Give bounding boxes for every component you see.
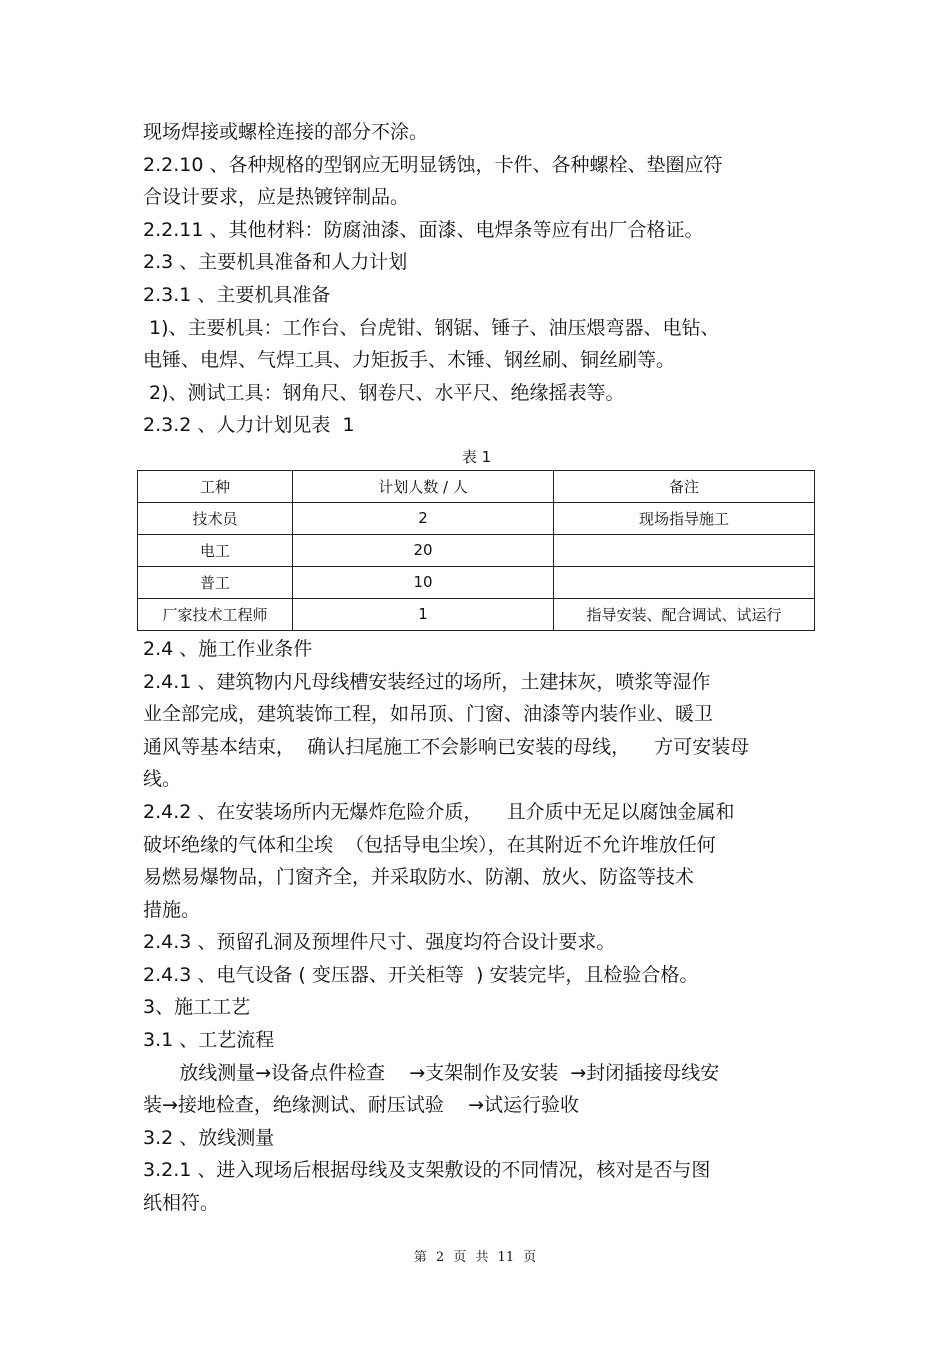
text-block-after-table: [143, 633, 815, 1220]
table-cell: 20: [293, 534, 554, 566]
table-cell: [554, 534, 815, 566]
text-line: 合设计要求，应是热镀锌制品。: [143, 186, 410, 209]
text-line: 2)、测试工具：钢角尺、钢卷尺、水平尺、绝缘摇表等。: [143, 381, 625, 404]
section-heading: 3、施工工艺: [143, 996, 251, 1019]
text-line: 2.2.10 、各种规格的型钢应无明显锈蚀，卡件、各种螺栓、垫圈应符: [143, 153, 723, 176]
text-line: 破坏绝缘的气体和尘埃 （包括导电尘埃），在其附近不允许堆放任何: [143, 833, 716, 856]
header-cell-remark: 备注: [554, 470, 815, 502]
text-line: 2.4.3 、电气设备 ( 变压器、开关柜等 ) 安装完毕，且检验合格。: [143, 963, 699, 986]
section-heading: 3.2 、放线测量: [143, 1126, 275, 1149]
header-cell-count: 计划人数 / 人: [293, 470, 554, 502]
header-cell-trade: 工种: [138, 470, 293, 502]
text-line: 3.2.1 、进入现场后根据母线及支架敷设的不同情况，核对是否与图: [143, 1159, 711, 1182]
text-line: 电锤、电焊、气焊工具、力矩扳手、木锤、钢丝刷、铜丝刷等。: [143, 349, 676, 372]
section-heading: 3.1 、工艺流程: [143, 1029, 275, 1052]
text-line: 2.2.11 、其他材料：防腐油漆、面漆、电焊条等应有出厂合格证。: [143, 218, 704, 241]
table-cell: 技术员: [138, 502, 293, 534]
text-line: 通风等基本结束， 确认扫尾施工不会影响已安装的母线， 方可安装母: [143, 735, 750, 758]
text-line: 纸相符。: [143, 1192, 220, 1215]
text-line: 线。: [143, 768, 182, 791]
table-cell: [554, 566, 815, 598]
text-line: 措施。: [143, 898, 201, 921]
table-row: [138, 566, 815, 598]
table-cell: 10: [293, 566, 554, 598]
table-row: [138, 502, 815, 534]
text-line: 放线测量→设备点件检查 →支架制作及安装 →封闭插接母线安: [143, 1061, 720, 1084]
table-row: [138, 598, 815, 630]
table-cell: 1: [293, 598, 554, 630]
section-heading: 2.4 、施工作业条件: [143, 637, 313, 660]
text-line: 业全部完成，建筑装饰工程，如吊顶、门窗、油漆等内装作业、暖卫: [143, 703, 714, 726]
table-cell: 2: [293, 502, 554, 534]
document-body: [143, 116, 815, 1220]
text-line: 2.4.1 、建筑物内凡母线槽安装经过的场所，土建抹灰，喷浆等湿作: [143, 670, 711, 693]
page-footer: 第 2 页 共 11 页: [413, 1250, 537, 1265]
table-header-row: [138, 470, 815, 502]
table-caption: 表 1: [461, 447, 492, 466]
text-line: 1)、主要机具：工作台、台虎钳、钢锯、锤子、油压煨弯器、电钻、: [143, 316, 720, 339]
section-heading: 2.3.1 、主要机具准备: [143, 283, 331, 306]
text-line: 2.4.3 、预留孔洞及预埋件尺寸、强度均符合设计要求。: [143, 931, 616, 954]
text-line: 现场焊接或螺栓连接的部分不涂。: [143, 121, 429, 143]
table-row: [138, 534, 815, 566]
table-cell: 电工: [138, 534, 293, 566]
text-block-before-table: [143, 116, 815, 442]
text-line: 2.4.2 、在安装场所内无爆炸危险介质， 且介质中无足以腐蚀金属和: [143, 800, 735, 823]
text-line: 2.3.2 、人力计划见表 1: [143, 414, 355, 437]
table-cell: 现场指导施工: [554, 502, 815, 534]
text-line: 易燃易爆物品，门窗齐全，并采取防水、防潮、放火、防盗等技术: [143, 866, 695, 889]
section-heading: 2.3 、主要机具准备和人力计划: [143, 251, 408, 274]
table-cell: 厂家技术工程师: [138, 598, 293, 630]
table-cell: 指导安装、配合调试、试运行: [554, 598, 815, 630]
table-cell: 普工: [138, 566, 293, 598]
text-line: 装→接地检查，绝缘测试、耐压试验 →试运行验收: [143, 1094, 579, 1117]
manpower-table: [137, 470, 815, 631]
